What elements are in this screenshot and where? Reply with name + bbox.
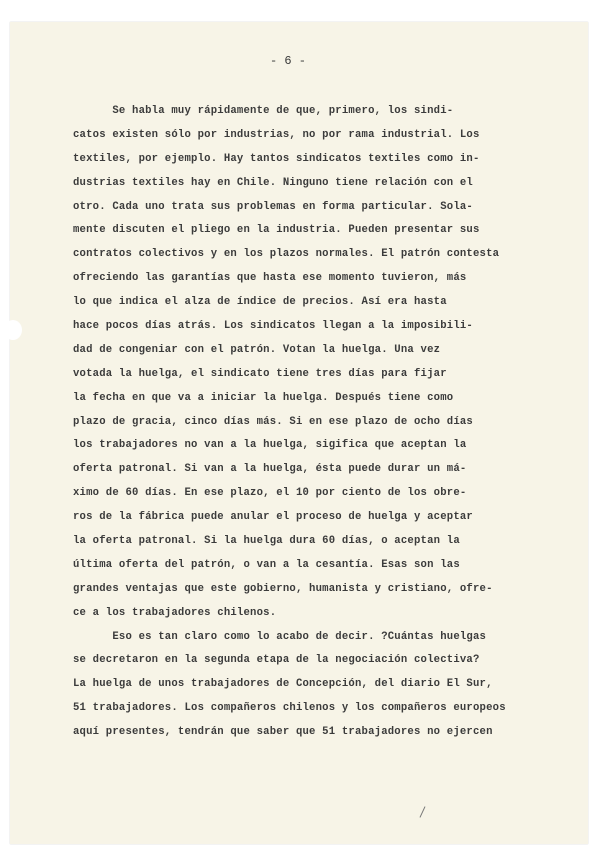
- text-line: mente discuten el pliego en la industria. Pueden presentar sus: [73, 224, 480, 237]
- text-line: oferta patronal. Si van a la huelga, ésta puede durar un má-: [73, 463, 467, 476]
- text-line: ximo de 60 días. En ese plazo, el 10 por ciento de los obre-: [73, 487, 467, 500]
- text-line: votada la huelga, el sindicato tiene tres días para fijar: [73, 367, 447, 380]
- text-line: 51 trabajadores. Los compañeros chilenos y los compañeros europeos: [73, 702, 506, 715]
- text-line: otro. Cada uno trata sus problemas en forma particular. Sola-: [73, 200, 473, 213]
- text-line: lo que indica el alza de índice de precios. Así era hasta: [73, 296, 447, 309]
- text-line: textiles, por ejemplo. Hay tantos sindicatos textiles como in-: [73, 152, 480, 165]
- text-line: ros de la fábrica puede anular el proceso de huelga y aceptar: [73, 511, 473, 524]
- text-line: la fecha en que va a iniciar la huelga. Después tiene como: [73, 391, 454, 404]
- text-line: se decretaron en la segunda etapa de la negociación colectiva?: [73, 654, 480, 667]
- stray-pen-mark: [420, 806, 426, 817]
- body-text: [73, 100, 573, 745]
- text-line: grandes ventajas que este gobierno, humanista y cristiano, ofre-: [73, 582, 493, 595]
- text-line: la oferta patronal. Si la huelga dura 60 días, o aceptan la: [73, 535, 460, 548]
- text-line: ce a los trabajadores chilenos.: [73, 606, 277, 619]
- text-line: aquí presentes, tendrán que saber que 51 trabajadores no ejercen: [73, 726, 493, 739]
- text-line: última oferta del patrón, o van a la cesantía. Esas son las: [73, 558, 460, 571]
- text-line: dustrias textiles hay en Chile. Ninguno tiene relación con el: [73, 176, 473, 189]
- text-line: Eso es tan claro como lo acabo de decir. ?Cuántas huelgas: [73, 630, 487, 643]
- document-page: [10, 22, 588, 844]
- text-line: los trabajadores no van a la huelga, sigifica que aceptan la: [73, 439, 467, 452]
- text-line: ofreciendo las garantías que hasta ese momento tuvieron, más: [73, 272, 467, 285]
- text-line: hace pocos días atrás. Los sindicatos llegan a la imposibili-: [73, 320, 473, 333]
- text-line: dad de congeniar con el patrón. Votan la huelga. Una vez: [73, 343, 441, 356]
- page-number: - 6 -: [270, 54, 307, 68]
- text-line: La huelga de unos trabajadores de Concepción, del diario El Sur,: [73, 678, 493, 691]
- punch-hole: [4, 320, 22, 340]
- text-line: Se habla muy rápidamente de que, primero, los sindi-: [73, 105, 454, 117]
- text-line: catos existen sólo por industrias, no por rama industrial. Los: [73, 128, 480, 141]
- text-line: plazo de gracia, cinco días más. Si en ese plazo de ocho días: [73, 415, 473, 428]
- text-line: contratos colectivos y en los plazos normales. El patrón contesta: [73, 248, 500, 261]
